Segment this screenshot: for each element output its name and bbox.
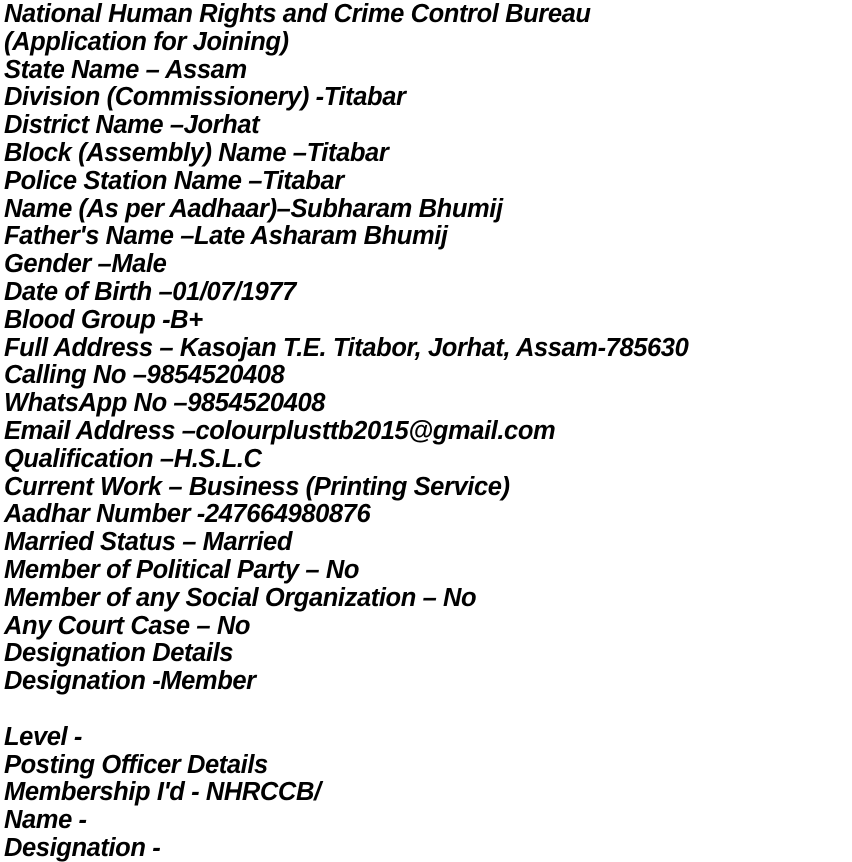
blank-line [4, 696, 852, 724]
field-qualification: Qualification –H.S.L.C [4, 444, 262, 473]
field-officer-designation: Designation - [4, 833, 161, 862]
field-married-status: Married Status – Married [4, 528, 292, 557]
document-title: National Human Rights and Crime Control Bureau [4, 0, 591, 28]
field-aadhar-number: Aadhar Number -247664980876 [4, 500, 371, 529]
field-state-name: State Name – Assam [4, 55, 247, 84]
field-calling-no: Calling No –9854520408 [4, 361, 285, 390]
field-full-address: Full Address – Kasojan T.E. Titabor, Jorhat, Assam-785630 [4, 333, 689, 362]
field-name-as-per-aadhaar: Name (As per Aadhaar)–Subharam Bhumij [4, 194, 503, 223]
document-subtitle: (Application for Joining) [4, 27, 289, 56]
field-police-station-name: Police Station Name –Titabar [4, 166, 344, 195]
field-membership-id: Membership I'd - NHRCCB/ [4, 778, 321, 807]
field-blood-group: Blood Group -B+ [4, 305, 203, 334]
field-designation: Designation -Member [4, 667, 256, 696]
application-document [4, 1, 852, 862]
field-member-political-party: Member of Political Party – No [4, 555, 360, 584]
field-any-court-case: Any Court Case – No [4, 611, 251, 640]
section-posting-officer-details: Posting Officer Details [4, 750, 268, 779]
field-officer-name: Name - [4, 806, 87, 835]
field-gender: Gender –Male [4, 250, 167, 279]
field-level: Level - [4, 722, 82, 751]
field-block-name: Block (Assembly) Name –Titabar [4, 138, 389, 167]
field-current-work: Current Work – Business (Printing Service) [4, 472, 510, 501]
field-district-name: District Name –Jorhat [4, 111, 260, 140]
field-email-address: Email Address –colourplusttb2015@gmail.com [4, 416, 556, 445]
field-division: Division (Commissionery) -Titabar [4, 83, 406, 112]
field-fathers-name: Father's Name –Late Asharam Bhumij [4, 222, 448, 251]
field-date-of-birth: Date of Birth –01/07/1977 [4, 277, 296, 306]
field-whatsapp-no: WhatsApp No –9854520408 [4, 389, 326, 418]
section-designation-details: Designation Details [4, 639, 234, 668]
field-member-social-organization: Member of any Social Organization – No [4, 583, 477, 612]
